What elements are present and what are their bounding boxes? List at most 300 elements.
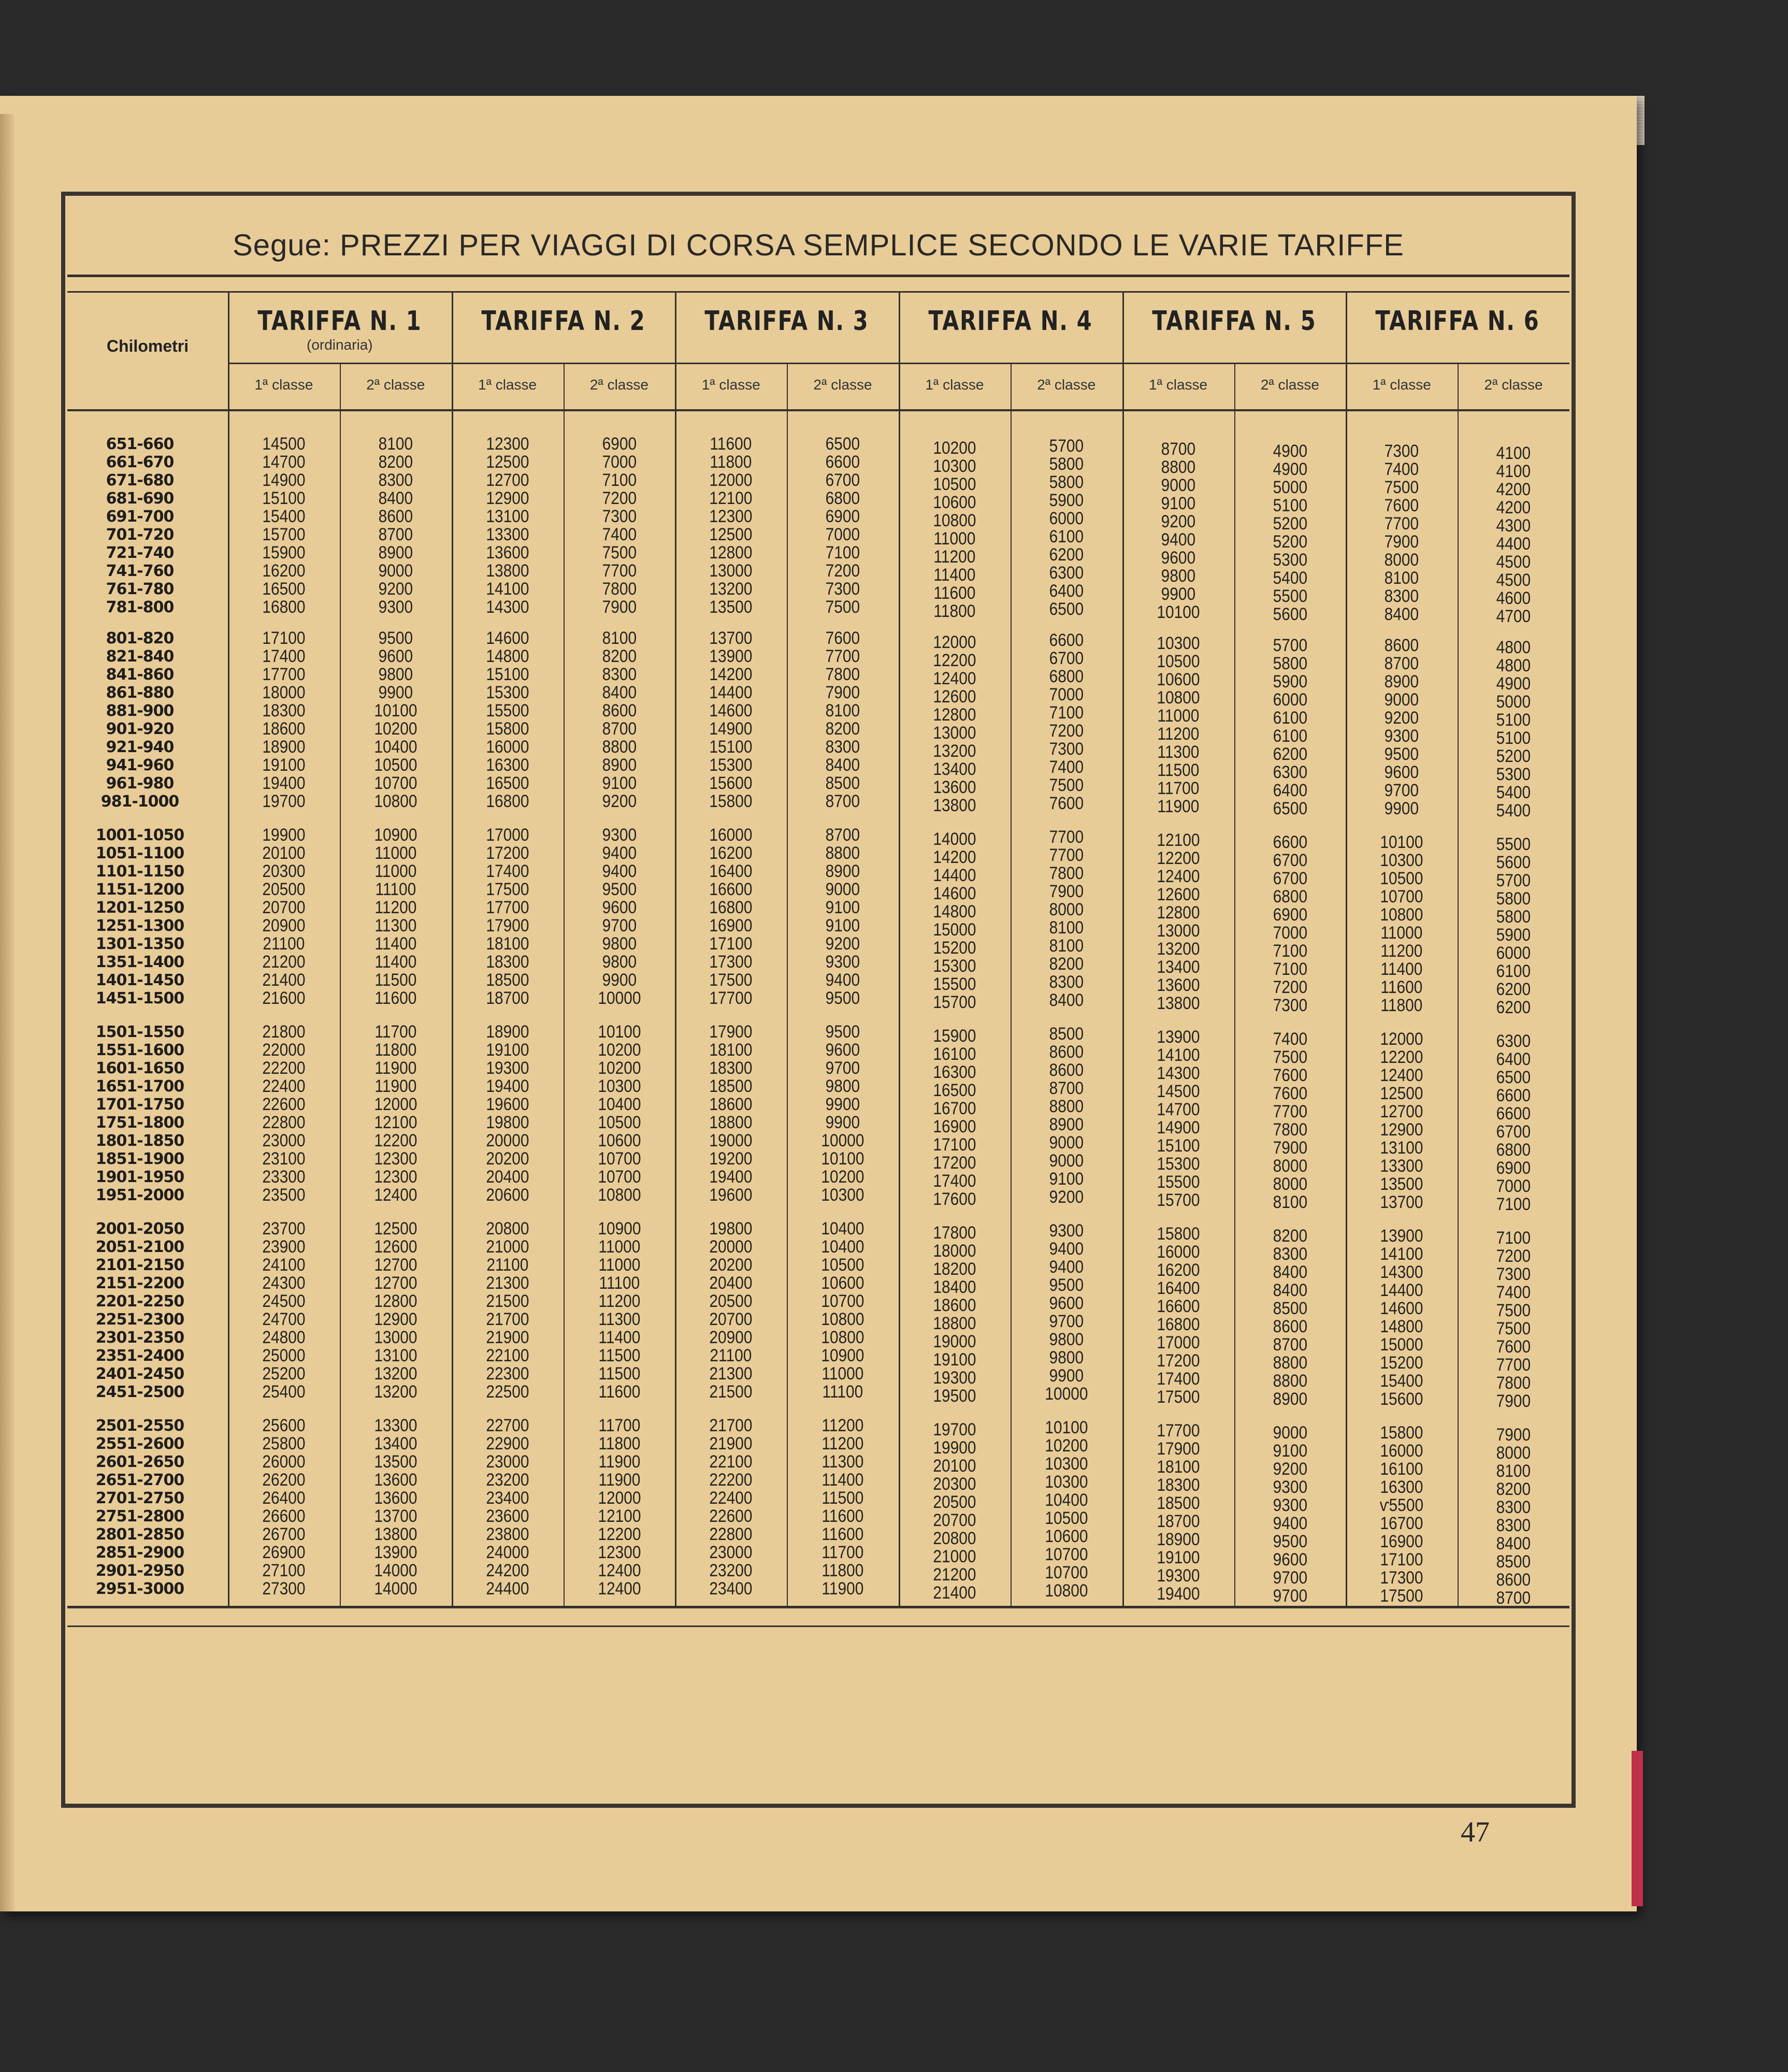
fare-cell: 12000 (709, 470, 753, 490)
km-range: 1251-1300 (95, 917, 184, 935)
km-range: 1801-1850 (95, 1132, 184, 1150)
fare-cell: 9500 (1384, 744, 1419, 764)
fare-cell: 22300 (485, 1364, 529, 1384)
fare-cell: 18400 (933, 1277, 976, 1297)
fare-cell: 20800 (933, 1529, 976, 1548)
fare-cell: 12500 (709, 525, 753, 544)
fare-cell: 8200 (378, 452, 413, 472)
fare-cell: 20100 (262, 843, 306, 863)
fare-cell: 6600 (1496, 1104, 1531, 1124)
fare-cell: 12100 (597, 1506, 641, 1526)
fare-cell: 19300 (933, 1368, 976, 1388)
fare-cell: 6200 (1049, 545, 1084, 565)
km-range: 691-700 (106, 508, 174, 526)
ribbon-marker (1632, 1751, 1643, 1906)
fare-cell: 6700 (1049, 649, 1084, 668)
fare-cell: 21700 (485, 1310, 529, 1329)
fare-cell: 23400 (709, 1579, 753, 1599)
fare-cell: 13900 (1380, 1226, 1423, 1246)
fare-cell: 21300 (709, 1364, 753, 1384)
fare-cell: 18100 (709, 1040, 753, 1060)
fare-cell: 7600 (1496, 1337, 1531, 1357)
fare-cell: 23400 (485, 1488, 529, 1508)
fare-cell: 23200 (709, 1561, 753, 1580)
fare-cell: 19100 (1156, 1548, 1200, 1567)
fare-cell: 19800 (709, 1219, 753, 1239)
fare-cell: 19000 (709, 1131, 753, 1150)
fare-cell: 12000 (933, 632, 976, 652)
fare-cell: 13500 (1380, 1174, 1423, 1194)
fare-cell: 11200 (933, 547, 976, 567)
fare-cell: 10500 (1380, 869, 1423, 888)
fare-cell: 26600 (262, 1506, 306, 1526)
fare-cell: 15300 (933, 956, 976, 976)
fare-cell: 14000 (933, 829, 976, 849)
fare-cell: 7300 (602, 507, 637, 526)
fare-cell: 9100 (825, 916, 860, 936)
fare-cell: 11500 (374, 970, 417, 990)
fare-cell: 16100 (933, 1044, 976, 1064)
fare-cell: 11000 (1380, 923, 1423, 943)
header-tariffa-2-1-classe: 1ª classe (478, 377, 537, 393)
fare-cell: 14400 (933, 866, 976, 885)
fare-cell: 18300 (1156, 1475, 1200, 1495)
fare-cell: 16700 (1380, 1514, 1423, 1533)
fare-cell: 12600 (1156, 885, 1200, 904)
class-rule-3 (787, 363, 788, 1606)
fare-cell: 17400 (933, 1171, 976, 1191)
km-range: 2701-2750 (95, 1489, 184, 1507)
fare-cell: 19400 (1156, 1584, 1200, 1604)
fare-cell: 11800 (710, 452, 752, 472)
fare-cell: 8600 (1049, 1042, 1084, 1062)
fare-cell: 12300 (374, 1167, 417, 1187)
fare-cell: 11400 (374, 952, 417, 972)
fare-cell: 5100 (1273, 496, 1307, 515)
km-range: 1951-2000 (95, 1186, 184, 1204)
fare-cell: 21000 (485, 1237, 529, 1257)
fare-cell: 15100 (709, 737, 753, 757)
fare-cell: 8300 (602, 665, 637, 684)
tariff-rule-4 (899, 291, 900, 1606)
fare-cell: 10500 (1156, 652, 1200, 671)
fare-cell: 19000 (933, 1332, 976, 1351)
km-range: 2851-2900 (95, 1544, 184, 1562)
fare-cell: 14900 (262, 470, 306, 490)
fare-cell: 7500 (1496, 1301, 1531, 1320)
fare-cell: 17900 (485, 916, 529, 936)
fare-cell: 12800 (374, 1291, 417, 1311)
fare-cell: 22500 (485, 1382, 529, 1402)
fare-cell: 21100 (710, 1346, 752, 1365)
fare-cell: 17200 (933, 1153, 976, 1173)
fare-cell: 11600 (821, 1524, 864, 1544)
fare-cell: 12800 (933, 705, 976, 725)
fare-cell: 7200 (1049, 721, 1084, 741)
fare-cell: 11400 (598, 1328, 640, 1347)
header-tariffa-4-1-classe: 1ª classe (925, 377, 984, 393)
fare-cell: 7800 (825, 665, 860, 684)
km-range: 1151-1200 (95, 881, 184, 899)
fare-cell: 10700 (821, 1291, 864, 1311)
fare-cell: 21600 (262, 988, 306, 1008)
fare-cell: 15500 (485, 701, 529, 721)
fare-cell: 5100 (1496, 710, 1531, 730)
fare-cell: 10400 (821, 1219, 864, 1239)
fare-cell: 12000 (374, 1095, 417, 1114)
fare-cell: 9300 (1273, 1495, 1307, 1515)
fare-cell: 9800 (602, 934, 637, 954)
fare-cell: 10300 (1045, 1454, 1088, 1474)
fare-cell: 15000 (933, 920, 976, 940)
fare-cell: 19300 (1156, 1566, 1200, 1586)
fare-cell: 5500 (1496, 834, 1531, 854)
fare-cell: 13600 (1156, 975, 1200, 995)
fare-cell: 19400 (262, 773, 306, 793)
fare-cell: 14900 (709, 719, 753, 739)
km-range: 2901-2950 (95, 1562, 184, 1580)
fare-cell: 18200 (933, 1259, 976, 1279)
fare-cell: 23500 (262, 1185, 306, 1205)
fare-cell: 15400 (1380, 1371, 1423, 1391)
fare-cell: 16800 (485, 792, 529, 811)
fare-cell: 6000 (1496, 943, 1531, 963)
fare-cell: 10500 (374, 755, 417, 775)
fare-cell: 7300 (1384, 441, 1419, 461)
fare-cell: 8100 (1384, 568, 1419, 588)
fare-cell: 22800 (709, 1524, 753, 1544)
fare-cell: 17000 (1156, 1333, 1200, 1352)
fare-cell: 8400 (825, 755, 860, 775)
fare-cell: 10800 (933, 511, 976, 530)
fare-cell: 7900 (1384, 532, 1419, 552)
fare-cell: 7000 (1496, 1176, 1531, 1196)
fare-cell: 12400 (1380, 1066, 1423, 1085)
fare-cell: 6300 (1273, 762, 1307, 782)
fare-cell: 11200 (1380, 941, 1423, 961)
fare-cell: 9700 (1049, 1312, 1084, 1331)
fare-cell: 16900 (1380, 1532, 1423, 1551)
fare-cell: 9400 (1049, 1239, 1084, 1259)
fare-cell: 9800 (602, 952, 637, 972)
book-spine (0, 114, 15, 1911)
fare-cell: 15800 (1380, 1423, 1423, 1443)
fare-cell: 10200 (597, 1058, 641, 1078)
fare-cell: 11500 (821, 1488, 864, 1508)
fare-cell: 16400 (709, 861, 753, 881)
fare-cell: 5400 (1496, 783, 1531, 802)
fare-cell: 11200 (821, 1434, 864, 1454)
fare-cell: 5200 (1273, 532, 1307, 552)
fare-cell: 22700 (485, 1416, 529, 1435)
fare-cell: 10100 (1156, 602, 1200, 622)
fare-cell: 13100 (485, 507, 529, 526)
fare-cell: 26000 (262, 1452, 306, 1472)
fare-cell: 7100 (1496, 1228, 1531, 1248)
km-range: 2451-2500 (95, 1383, 184, 1401)
fare-cell: 11600 (821, 1506, 864, 1526)
fare-cell: 11900 (374, 1076, 417, 1096)
fare-cell: 12500 (374, 1219, 417, 1239)
fare-cell: 20200 (709, 1255, 753, 1275)
fare-cell: 8300 (1049, 972, 1084, 992)
fare-cell: 16800 (1156, 1315, 1200, 1334)
fare-cell: 7700 (1384, 514, 1419, 534)
header-tariffa-1-subtitle: (ordinaria) (307, 337, 373, 353)
fare-cell: 17500 (485, 880, 529, 899)
fare-cell: 7500 (1496, 1319, 1531, 1339)
fare-cell: 13200 (374, 1382, 417, 1402)
fare-cell: 7400 (602, 525, 637, 544)
fare-cell: 12700 (1380, 1102, 1423, 1121)
fare-cell: 11200 (598, 1291, 640, 1311)
fare-cell: 4200 (1496, 498, 1531, 517)
fare-cell: 14000 (374, 1579, 417, 1599)
fare-cell: 9700 (602, 916, 637, 936)
fare-cell: 8100 (1049, 936, 1084, 956)
fare-cell: 16200 (709, 843, 753, 863)
fare-cell: 6600 (825, 452, 860, 472)
header-chilometri: Chilometri (106, 337, 189, 355)
fare-cell: 7300 (825, 579, 860, 599)
fare-cell: 7900 (1273, 1138, 1307, 1158)
fare-cell: 10700 (597, 1167, 641, 1187)
fare-cell: 7500 (1049, 775, 1084, 795)
fare-cell: 8200 (825, 719, 860, 739)
fare-cell: 16100 (1380, 1459, 1423, 1479)
fare-cell: 13800 (933, 796, 976, 815)
fare-cell: 8700 (1161, 439, 1195, 459)
fare-cell: 9000 (825, 880, 860, 899)
fare-cell: 7100 (1273, 941, 1307, 961)
fare-cell: 21400 (262, 970, 306, 990)
fare-cell: 13000 (374, 1328, 417, 1347)
km-range: 1051-1100 (95, 844, 184, 862)
fare-cell: 9900 (1049, 1366, 1084, 1386)
header-tariffa-5-1-classe: 1ª classe (1149, 377, 1208, 393)
fare-cell: 9200 (1049, 1187, 1084, 1207)
fare-cell: 7100 (1273, 959, 1307, 979)
fare-cell: 9700 (1273, 1586, 1307, 1606)
fare-cell: 20500 (933, 1492, 976, 1512)
fare-cell: 5100 (1496, 728, 1531, 748)
fare-cell: 12300 (374, 1149, 417, 1169)
class-rule-4 (1011, 363, 1012, 1606)
fare-cell: 9100 (1161, 494, 1195, 513)
fare-cell: 11300 (821, 1452, 864, 1472)
fare-cell: 10300 (1380, 851, 1423, 870)
fare-cell: 12800 (709, 543, 753, 563)
fare-cell: 21900 (709, 1434, 753, 1454)
fare-cell: 12000 (1380, 1029, 1423, 1049)
fare-cell: 4900 (1496, 674, 1531, 694)
fare-cell: 6900 (602, 434, 637, 454)
fare-cell: 7500 (602, 543, 637, 563)
fare-cell: 4800 (1496, 656, 1531, 675)
fare-cell: 16000 (709, 825, 753, 845)
fare-cell: 7000 (825, 525, 860, 544)
km-range: 881-900 (106, 702, 174, 720)
fare-cell: 6500 (1273, 799, 1307, 818)
km-range: 1901-1950 (95, 1168, 184, 1186)
fare-cell: 8700 (1049, 1078, 1084, 1098)
km-range: 2101-2150 (95, 1256, 184, 1274)
fare-cell: 9200 (602, 792, 637, 811)
fare-cell: 11700 (821, 1543, 864, 1562)
fare-cell: 21000 (933, 1547, 976, 1566)
fare-cell: 6000 (1273, 690, 1307, 710)
fare-cell: 8100 (378, 434, 413, 454)
fare-cell: 12200 (1156, 848, 1200, 868)
fare-cell: 9200 (378, 579, 413, 599)
fare-cell: 20200 (485, 1149, 529, 1169)
fare-cell: 10200 (821, 1167, 864, 1187)
fare-cell: 20300 (262, 861, 306, 881)
fare-cell: 11000 (933, 529, 976, 549)
fare-cell: 24500 (262, 1291, 306, 1311)
fare-cell: 7100 (825, 543, 860, 563)
header-tariffa-5-2-classe: 2ª classe (1260, 377, 1319, 393)
fare-cell: 10600 (933, 493, 976, 512)
km-range: 821-840 (106, 648, 174, 666)
fare-cell: 18300 (485, 952, 529, 972)
fare-cell: 7200 (825, 561, 860, 581)
fare-cell: 21800 (262, 1022, 306, 1042)
fare-cell: 15700 (933, 992, 976, 1012)
fare-cell: 14500 (1156, 1082, 1200, 1101)
fare-cell: 5200 (1273, 514, 1307, 534)
fare-cell: 11900 (821, 1579, 864, 1599)
fare-cell: 12400 (933, 669, 976, 688)
fare-cell: 21100 (263, 934, 305, 954)
fare-cell: 10200 (933, 438, 976, 458)
km-range: 2001-2050 (95, 1220, 184, 1238)
fare-cell: 19900 (262, 825, 306, 845)
fare-cell: 13500 (374, 1452, 417, 1472)
fare-cell: 5600 (1496, 853, 1531, 872)
km-range: 2201-2250 (95, 1292, 184, 1311)
fare-cell: 14600 (485, 628, 529, 648)
fare-cell: 18900 (262, 737, 306, 757)
fare-cell: 19900 (933, 1438, 976, 1458)
fare-cell: 6800 (825, 488, 860, 508)
fare-cell: 8800 (1161, 457, 1195, 477)
fare-cell: 18300 (262, 701, 306, 721)
fare-cell: 7100 (602, 470, 637, 490)
fare-cell: 7800 (1273, 1120, 1307, 1140)
fare-cell: 14200 (709, 665, 753, 684)
fare-cell: 9000 (1049, 1151, 1084, 1171)
fare-cell: ⱱ5500 (1380, 1495, 1424, 1515)
fare-cell: 13000 (1156, 921, 1200, 941)
fare-cell: 8300 (1273, 1244, 1307, 1264)
fare-cell: 11700 (374, 1022, 417, 1042)
fare-cell: 7300 (1496, 1264, 1531, 1284)
fare-cell: 20700 (933, 1510, 976, 1530)
km-range: 841-860 (106, 666, 174, 684)
fare-cell: 9900 (825, 1095, 860, 1114)
fare-cell: 23700 (262, 1219, 306, 1239)
fare-cell: 17700 (485, 898, 529, 917)
fare-cell: 19500 (933, 1386, 976, 1406)
fare-cell: 23000 (709, 1543, 753, 1562)
fare-cell: 9400 (602, 843, 637, 863)
fare-cell: 10600 (1045, 1527, 1088, 1546)
fare-cell: 9200 (1161, 512, 1195, 531)
fare-cell: 11600 (710, 434, 752, 454)
fare-cell: 11600 (374, 988, 417, 1008)
header-tariffa-1-2-classe: 2ª classe (366, 377, 425, 393)
fare-cell: 13900 (374, 1543, 417, 1562)
fare-cell: 17300 (709, 952, 753, 972)
fare-cell: 9300 (1049, 1221, 1084, 1241)
fare-cell: 10900 (821, 1346, 864, 1365)
fare-cell: 10700 (1380, 887, 1423, 906)
fare-cell: 9900 (1161, 584, 1195, 604)
fare-cell: 8100 (1496, 1461, 1531, 1481)
fare-cell: 26400 (262, 1488, 306, 1508)
fare-cell: 16500 (485, 773, 529, 793)
fare-cell: 6900 (1496, 1158, 1531, 1178)
fare-cell: 11900 (374, 1058, 417, 1078)
fare-cell: 23900 (262, 1237, 306, 1257)
fare-cell: 20900 (262, 916, 306, 936)
fare-cell: 10800 (597, 1185, 641, 1205)
fare-cell: 9700 (1273, 1568, 1307, 1588)
fare-cell: 11900 (598, 1452, 640, 1472)
km-range: 2151-2200 (95, 1274, 184, 1292)
fare-cell: 12700 (374, 1255, 417, 1275)
fare-cell: 12900 (1380, 1120, 1423, 1140)
fare-cell: 9900 (378, 683, 413, 702)
fare-cell: 5200 (1496, 746, 1531, 766)
fare-cell: 11700 (1157, 779, 1200, 798)
class-rule-6 (1458, 363, 1459, 1606)
fare-cell: 7700 (1273, 1102, 1307, 1121)
fare-cell: 22200 (709, 1470, 753, 1490)
fare-cell: 10200 (374, 719, 417, 739)
fare-cell: 16500 (933, 1081, 976, 1100)
header-tariffa-4-2-classe: 2ª classe (1037, 377, 1096, 393)
fare-cell: 8400 (602, 683, 637, 702)
fare-cell: 6400 (1273, 781, 1307, 800)
fare-cell: 7700 (1049, 845, 1084, 865)
fare-cell: 8300 (1496, 1498, 1531, 1517)
fare-cell: 8200 (1496, 1479, 1531, 1499)
fare-cell: 17900 (709, 1022, 753, 1042)
fare-cell: 7500 (1384, 478, 1419, 497)
fare-cell: 7900 (1049, 882, 1084, 901)
fare-cell: 16600 (709, 880, 753, 899)
fare-cell: 19400 (485, 1076, 529, 1096)
fare-cell: 4500 (1496, 552, 1531, 572)
fare-cell: 11400 (933, 565, 976, 585)
fare-cell: 11100 (375, 880, 416, 899)
fare-cell: 18700 (1156, 1512, 1200, 1531)
fare-cell: 9600 (1273, 1550, 1307, 1570)
fare-cell: 11000 (598, 1237, 640, 1257)
km-range: 921-940 (106, 738, 174, 756)
fare-cell: 11400 (821, 1470, 864, 1490)
fare-cell: 8700 (1273, 1335, 1307, 1355)
fare-cell: 8100 (1273, 1192, 1307, 1212)
fare-cell: 11000 (374, 843, 417, 863)
fare-cell: 6700 (1273, 869, 1307, 888)
fare-cell: 5500 (1273, 586, 1307, 606)
fare-cell: 7000 (1273, 923, 1307, 943)
fare-cell: 8300 (1496, 1516, 1531, 1535)
fare-cell: 5800 (1496, 889, 1531, 909)
